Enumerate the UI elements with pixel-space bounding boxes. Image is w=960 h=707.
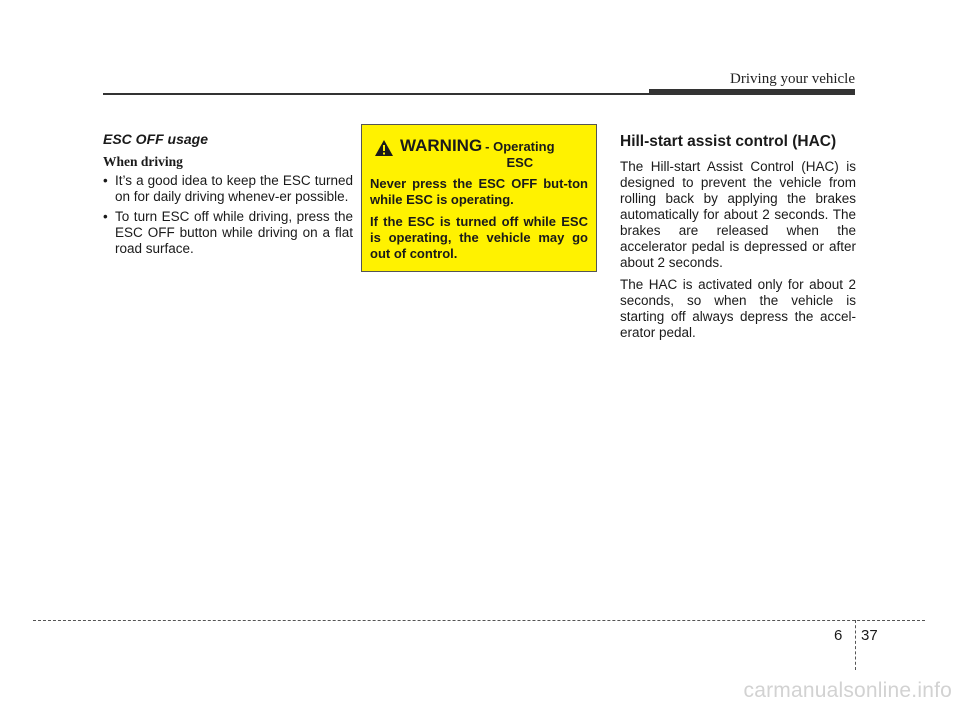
- footer-divider: [855, 620, 856, 670]
- bullet-icon: •: [103, 173, 108, 188]
- hac-paragraph: The Hill-start Assist Control (HAC) is designed to prevent the vehicle from rolling back by applying the brakes automatically for about 2 seconds. The brakes are released when the accelerator pedal is depressed or after about 2 seconds.: [620, 159, 856, 270]
- header-rule-accent: [649, 89, 855, 95]
- list-item: [103, 209, 353, 257]
- list-item: [103, 173, 353, 205]
- hac-paragraph: The HAC is activated only for about 2 seconds, so when the vehicle is starting off always depress the accel-erator pedal.: [620, 277, 856, 340]
- chapter-number: 6: [834, 627, 843, 644]
- watermark: carmanualsonline.info: [743, 679, 952, 702]
- left-column: [103, 131, 353, 261]
- page-number: 37: [861, 627, 878, 644]
- bullet-icon: •: [103, 209, 108, 224]
- esc-bullet-list: [103, 173, 353, 257]
- footer-rule: [33, 620, 925, 621]
- warning-subject: [485, 139, 554, 171]
- warning-subject-line1: - Operating: [485, 139, 555, 154]
- warning-paragraph: If the ESC is turned off while ESC is operating, the vehicle may go out of control.: [370, 214, 588, 261]
- warning-paragraph: Never press the ESC OFF but-ton while ESC is operating.: [370, 176, 588, 207]
- header-title: Driving your vehicle: [730, 71, 855, 87]
- warning-subject-line2: ESC: [506, 155, 534, 170]
- warning-triangle-icon: [374, 139, 394, 157]
- warning-header: [370, 137, 588, 171]
- right-column: [620, 133, 856, 347]
- warning-box: [361, 124, 597, 272]
- warning-label: WARNING: [400, 136, 483, 155]
- bullet-text: It’s a good idea to keep the ESC turned on for daily driving whenev-er possible.: [115, 173, 353, 204]
- esc-off-usage-title: ESC OFF usage: [103, 131, 209, 147]
- bullet-text: To turn ESC off while driving, press the ESC OFF button while driving on a flat road surface.: [115, 209, 353, 256]
- when-driving-subheading: When driving: [103, 154, 183, 169]
- hac-section-title: Hill-start assist control (HAC): [620, 133, 837, 150]
